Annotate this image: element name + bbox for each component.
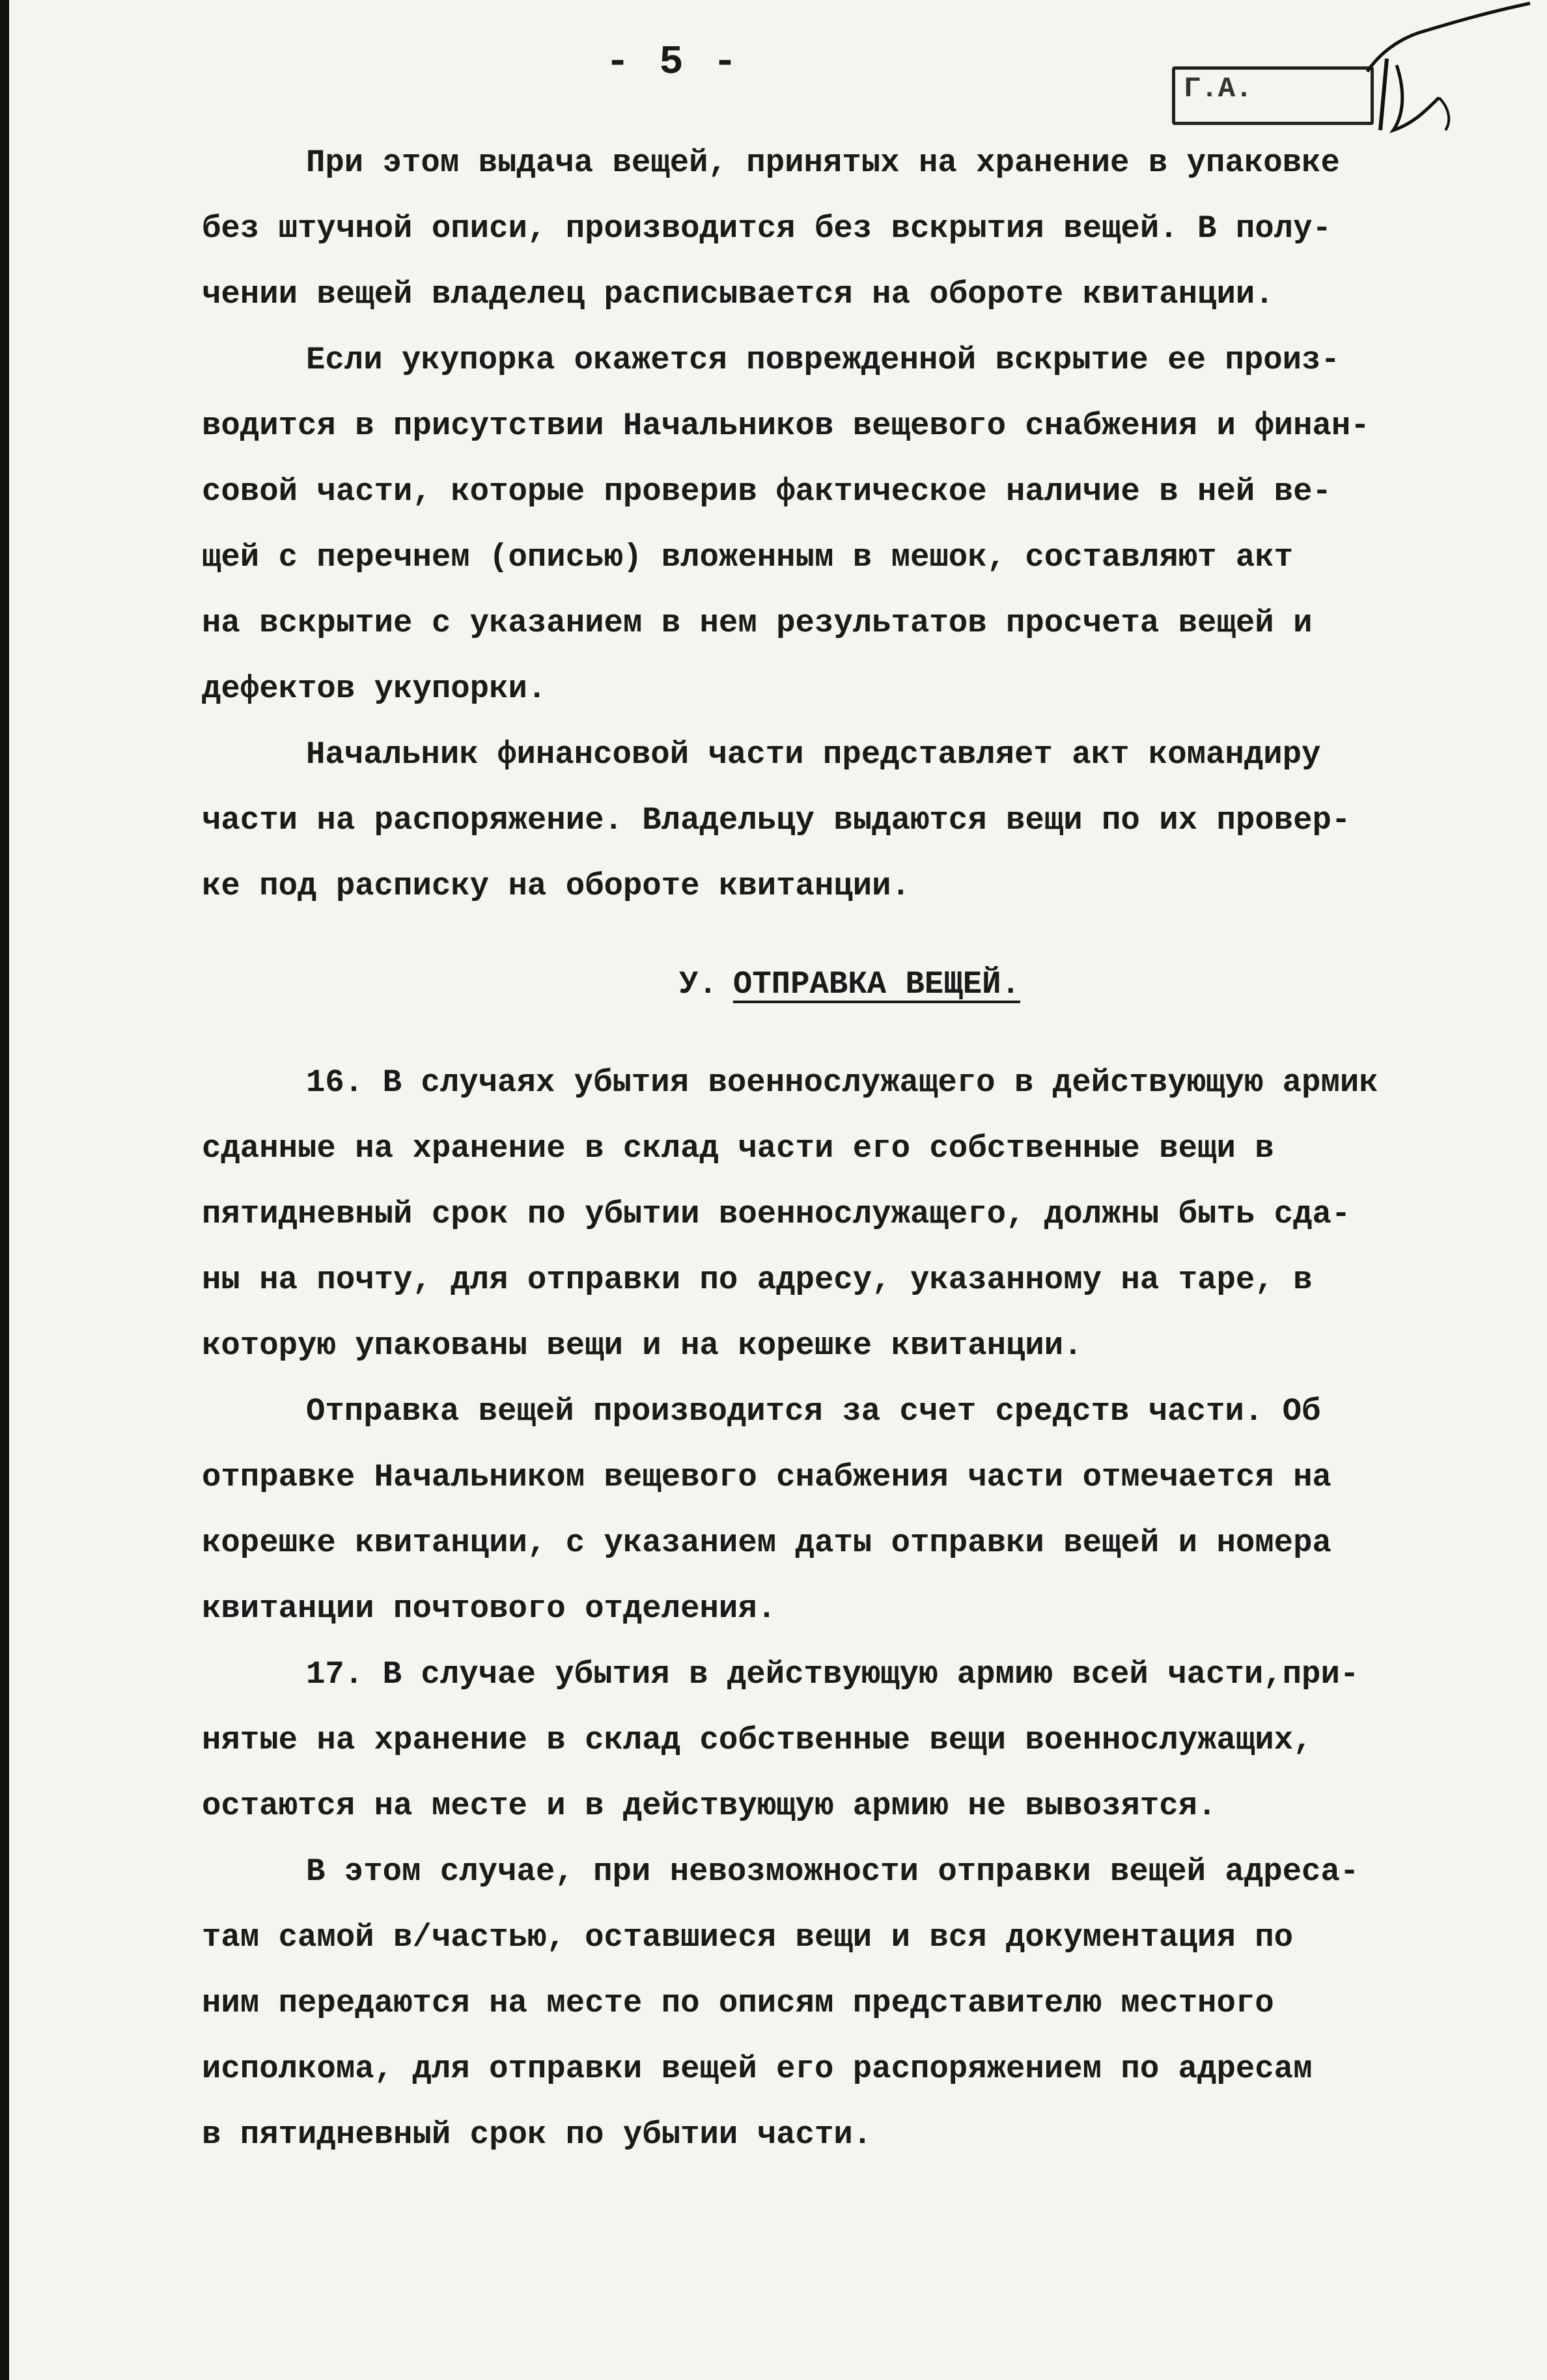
text-line: отправке Начальником вещевого снабжения части отмечается на [202, 1459, 1331, 1495]
text-line: исполкома, для отправки вещей его распоряжением по адресам [202, 2051, 1313, 2087]
text-line: без штучной описи, производится без вскрытия вещей. В полу- [202, 210, 1331, 247]
text-line: Начальник финансовой части представляет акт командиру [306, 736, 1321, 773]
document-body [202, 130, 1498, 2168]
paragraph-17b [202, 1839, 1498, 2168]
text-line: щей с перечнем (описью) вложенным в мешок, составляют акт [202, 539, 1294, 575]
text-line: 17. В случае убытия в действующую армию всей части,при- [306, 1656, 1359, 1693]
section-heading [202, 952, 1498, 1017]
text-line: сданные на хранение в склад части его собственные вещи в [202, 1130, 1274, 1167]
page-number: - 5 - [606, 39, 740, 85]
scan-edge [0, 0, 9, 2380]
paragraph-16 [202, 1050, 1498, 1379]
paragraph-17 [202, 1642, 1498, 1839]
text-line: части на распоряжение. Владельцу выдаются вещи по их провер- [202, 802, 1351, 838]
paragraph-2 [202, 327, 1498, 722]
stamp-text: Г.А. [1184, 73, 1253, 105]
text-line: нятые на хранение в склад собственные вещи военнослужащих, [202, 1722, 1313, 1758]
text-line: ке под расписку на обороте квитанции. [202, 868, 910, 904]
text-line: дефектов укупорки. [202, 671, 547, 707]
text-line: в пятидневный срок по убытии части. [202, 2116, 872, 2153]
text-line: ним передаются на месте по описям представителю местного [202, 1985, 1274, 2021]
section-number: У. [679, 966, 718, 1003]
text-line: ны на почту, для отправки по адресу, указанному на таре, в [202, 1262, 1313, 1298]
text-line: При этом выдача вещей, принятых на хранение в упаковке [306, 145, 1340, 181]
paragraph-16b [202, 1379, 1498, 1642]
text-line: Отправка вещей производится за счет средств части. Об [306, 1393, 1321, 1430]
text-line: которую упакованы вещи и на корешке квитанции. [202, 1327, 1083, 1364]
section-title: ОТПРАВКА ВЕЩЕЙ. [732, 966, 1020, 1003]
text-line: Если укупорка окажется поврежденной вскрытие ее произ- [306, 342, 1340, 378]
text-line: на вскрытие с указанием в нем результатов просчета вещей и [202, 605, 1313, 641]
text-line: водится в присутствии Начальников вещевого снабжения и финан- [202, 408, 1370, 444]
paragraph-1 [202, 130, 1498, 327]
paragraph-3 [202, 722, 1498, 919]
text-line: чении вещей владелец расписывается на обороте квитанции. [202, 276, 1274, 312]
text-line: В этом случае, при невозможности отправки вещей адреса- [306, 1853, 1359, 1890]
text-line: корешке квитанции, с указанием даты отправки вещей и номера [202, 1525, 1331, 1561]
text-line: остаются на месте и в действующую армию не вывозятся. [202, 1788, 1217, 1824]
text-line: квитанции почтового отделения. [202, 1590, 777, 1627]
text-line: 16. В случаях убытия военнослужащего в действующую армик [306, 1064, 1378, 1101]
text-line: совой части, которые проверив фактическое наличие в ней ве- [202, 473, 1331, 510]
text-line: пятидневный срок по убытии военнослужащего, должны быть сда- [202, 1196, 1351, 1232]
text-line: там самой в/частью, оставшиеся вещи и вся документация по [202, 1919, 1294, 1956]
